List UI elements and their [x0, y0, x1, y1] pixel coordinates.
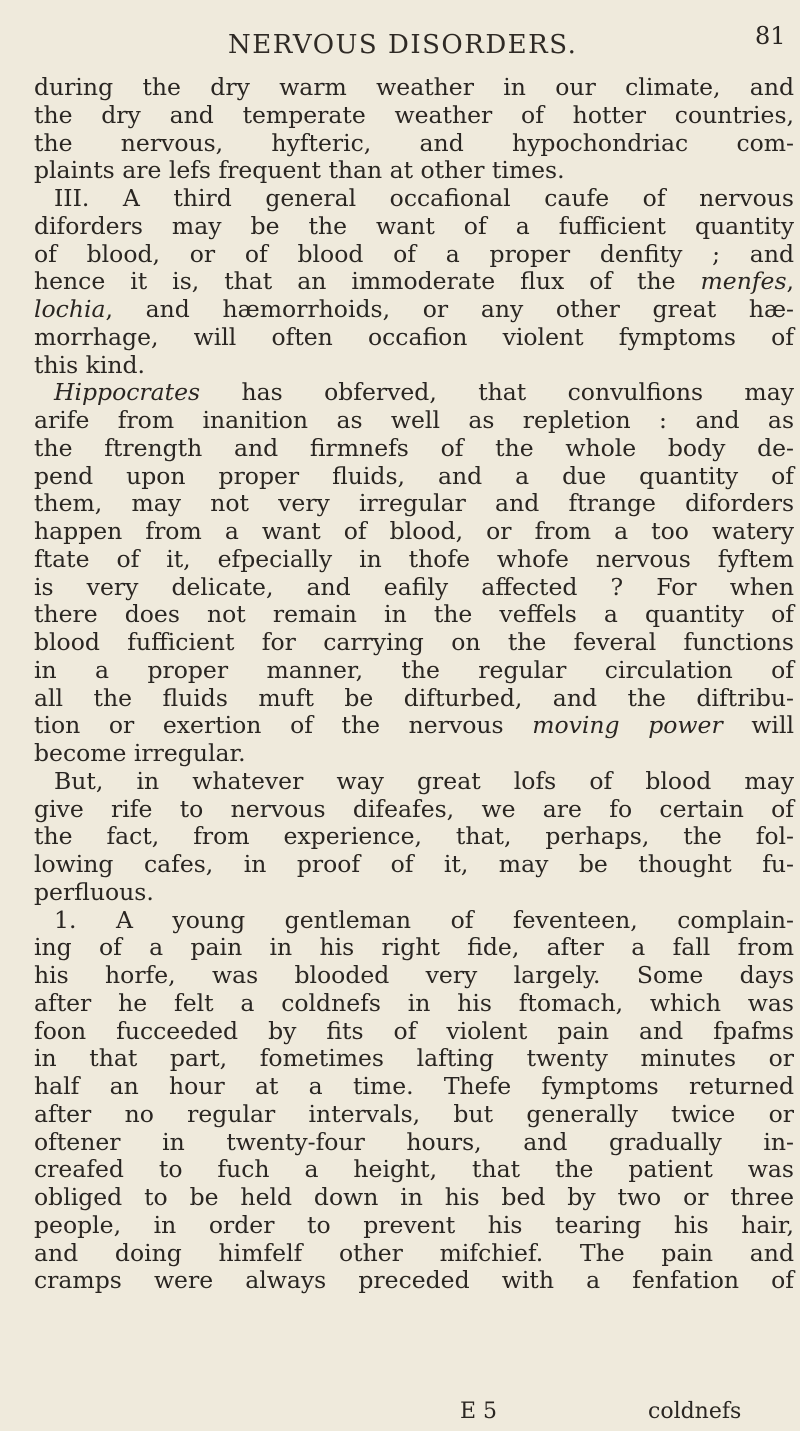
running-head: NERVOUS DISORDERS.: [228, 30, 578, 60]
text-line: give rife to nervous difeafes, we are fo certain of: [34, 794, 794, 823]
signature-mark: E 5: [460, 1399, 498, 1424]
text-line: III. A third general occafional caufe of nervous: [54, 184, 794, 212]
text-line: diforders may be the want of a fufficient quantity: [34, 211, 794, 240]
text-line: arife from inanition as well as repletion : and as: [34, 406, 794, 434]
text-line: is very delicate, and eafily affected ? For when: [34, 572, 794, 601]
text-line: his horfe, was blooded very largely. Some days: [34, 961, 794, 989]
page-number: 81: [755, 22, 786, 50]
text-line: perfluous.: [34, 877, 154, 906]
text-line: all the fluids muft be difturbed, and the diftribu-: [34, 683, 794, 712]
text-line: foon fucceeded by fits of violent pain and fpafms: [34, 1016, 794, 1045]
text-line: ing of a pain in his right fide, after a fall from: [34, 933, 794, 962]
text-line: ftate of it, efpecially in thofe whofe nervous fyftem: [34, 544, 794, 573]
text-line: lowing cafes, in proof of it, may be thought fu-: [34, 850, 794, 878]
text-line: obliged to be held down in his bed by two or three: [34, 1183, 794, 1211]
text-line: creafed to fuch a height, that the patient was: [34, 1155, 794, 1184]
text-line: pend upon proper fluids, and a due quantity of: [34, 461, 794, 490]
text-line: the ftrength and firmnefs of the whole body de-: [34, 433, 794, 462]
text-line: lochia, and hæmorrhoids, or any other great hæ-: [34, 295, 794, 323]
text-line: Hippocrates has obferved, that convulfions may: [54, 378, 794, 407]
text-line: the fact, from experience, that, perhaps, the fol-: [34, 822, 794, 851]
text-line: the dry and temperate weather of hotter countries,: [34, 100, 794, 129]
text-line: of blood, or of blood of a proper denfity ; and: [34, 239, 794, 268]
text-line: oftener in twenty-four hours, and gradually in-: [34, 1127, 794, 1156]
text-line: them, may not very irregular and ftrange diforders: [34, 489, 794, 518]
text-line: during the dry warm weather in our climate, and: [34, 73, 794, 101]
text-line: hence it is, that an immoderate flux of the menfes,: [34, 267, 794, 296]
text-line: cramps were always preceded with a fenfation of: [34, 1266, 794, 1295]
text-line: morrhage, will often occafion violent fymptoms of: [34, 322, 794, 351]
page-body: [34, 74, 794, 1295]
text-line: half an hour at a time. Thefe fymptoms returned: [34, 1072, 794, 1100]
text-line: happen from a want of blood, or from a too watery: [34, 517, 794, 545]
text-line: plaints are lefs frequent than at other times.: [34, 156, 565, 185]
text-line: the nervous, hyfteric, and hypochondriac com-: [34, 128, 794, 157]
text-line: there does not remain in the veffels a quantity of: [34, 600, 794, 629]
text-line: in that part, fometimes lafting twenty minutes or: [34, 1044, 794, 1073]
text-line: after no regular intervals, but generally twice or: [34, 1099, 794, 1128]
text-line: this kind.: [34, 350, 146, 379]
text-line: in a proper manner, the regular circulation of: [34, 655, 794, 684]
catchword: coldnefs: [648, 1399, 742, 1424]
text-line: people, in order to prevent his tearing his hair,: [34, 1210, 794, 1239]
text-line: blood fufficient for carrying on the feveral functions: [34, 628, 794, 656]
text-line: But, in whatever way great lofs of blood may: [54, 766, 794, 795]
text-line: become irregular.: [34, 739, 246, 767]
text-line: tion or exertion of the nervous moving power will: [34, 711, 794, 740]
text-line: and doing himfelf other mifchief. The pain and: [34, 1238, 794, 1267]
text-line: after he felt a coldnefs in his ftomach, which was: [34, 988, 794, 1017]
text-line: 1. A young gentleman of feventeen, complain-: [54, 905, 794, 934]
